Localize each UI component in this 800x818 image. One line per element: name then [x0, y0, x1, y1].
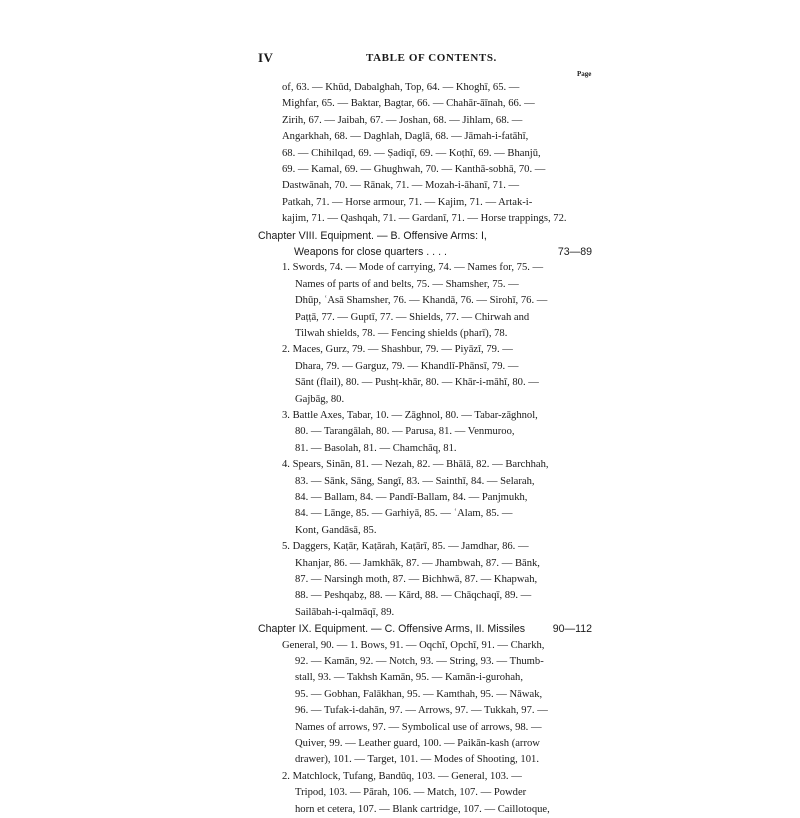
toc-line: Tripod, 103. — Pārah, 106. — Match, 107. — Powder [295, 787, 527, 799]
toc-line: Angarkhah, 68. — Daghlah, Daglā, 68. — Jāmah-i-fatāhī, [282, 131, 529, 143]
toc-line: 96. — Tufak-i-dahān, 97. — Arrows, 97. — Tukkah, 97. — [295, 705, 548, 717]
toc-line: 84. — Lānge, 85. — Garhiyā, 85. — ʿAlam, 85. — [295, 508, 513, 520]
toc-line: 1. Swords, 74. — Mode of carrying, 74. — Names for, 75. — [282, 262, 544, 274]
toc-line: stall, 93. — Takhsh Kamān, 95. — Kamān-i-gurohah, [295, 672, 523, 684]
toc-line: 84. — Ballam, 84. — Pandī-Ballam, 84. — Panjmukh, [295, 492, 528, 503]
toc-line: 81. — Basolah, 81. — Chamchāq, 81. [295, 442, 457, 454]
toc-line: horn et cetera, 107. — Blank cartridge, 107. — Caillotoque, [295, 803, 550, 815]
toc-line: 83. — Sānk, Sāng, Sangī, 83. — Sainthī, 84. — Selarah, [295, 475, 535, 487]
toc-line: Quiver, 99. — Leather guard, 100. — Paikān-kash (arrow [295, 738, 540, 749]
toc-line: 2. Maces, Gurz, 79. — Shashbur, 79. — Piyāzī, 79. — [282, 344, 513, 356]
toc-line: Dhūp, ʿAsā Shamsher, 76. — Khandā, 76. — Sirohī, 76. — [295, 295, 548, 307]
toc-line: Tilwah shields, 78. — Fencing shields (pharī), 78. [295, 328, 508, 339]
page-column-label: Page [577, 70, 592, 78]
page-range: 73—89 [557, 246, 592, 258]
page-header [258, 50, 598, 70]
chapter-heading: Chapter IX. Equipment. — C. Offensive Arms, II. Missiles [258, 623, 526, 636]
toc-line: 92. — Kamān, 92. — Notch, 93. — String, 93. — Thumb- [295, 656, 544, 667]
toc-line: Names of parts of and belts, 75. — Shamsher, 75. — [295, 278, 519, 290]
toc-line: 5. Daggers, Kaṭār, Kaṭārah, Kaṭārī, 85. — Jamdhar, 86. — [282, 541, 529, 553]
toc-line: General, 90. — 1. Bows, 91. — Oqchī, Opchī, 91. — Charkh, [282, 639, 545, 651]
toc-line: Names of arrows, 97. — Symbolical use of arrows, 98. — [295, 721, 542, 733]
toc-line: Mighfar, 65. — Baktar, Bagtar, 66. — Chahār-āīnah, 66. — [282, 98, 535, 110]
chapter-heading: Chapter VIII. Equipment. — B. Offensive Arms: I, [258, 229, 487, 242]
toc-line: Khanjar, 86. — Jamkhāk, 87. — Jhambwah, 87. — Bānk, [295, 557, 540, 569]
toc-line: of, 63. — Khūd, Dabalghah, Top, 64. — Khoghī, 65. — [282, 82, 520, 93]
toc-line: Sailābah-i-qalmāqī, 89. [295, 606, 395, 618]
page-range: 90—112 [552, 623, 592, 636]
toc-line: Paṭṭā, 77. — Guptī, 77. — Shields, 77. — Chirwah and [295, 311, 530, 323]
toc-line: 3. Battle Axes, Tabar, 10. — Zāghnol, 80. — Tabar-zāghnol, [282, 410, 538, 421]
toc-line: Dastwānah, 70. — Rānak, 71. — Mozah-i-āhanī, 71. — [282, 180, 520, 192]
toc-line: Kont, Gandāsā, 85. [295, 524, 377, 536]
toc-line: 4. Spears, Sinān, 81. — Nezah, 82. — Bhālā, 82. — Barchhah, [282, 459, 549, 471]
toc-line: 2. Matchlock, Tufang, Bandūq, 103. — General, 103. — [282, 770, 522, 782]
toc-line: drawer), 101. — Target, 101. — Modes of Shooting, 101. [295, 754, 539, 766]
page-number: IV [258, 50, 274, 65]
toc-line: Sānt (flail), 80. — Pushṭ-khār, 80. — Khār-i-māhī, 80. — [295, 377, 539, 389]
toc-line: 88. — Peshqabẓ, 88. — Kārd, 88. — Chāqchaqī, 89. — [295, 590, 532, 602]
toc-line: Dhara, 79. — Garguz, 79. — Khandlī-Phānsī, 79. — [295, 360, 519, 372]
toc-line: kajim, 71. — Qashqah, 71. — Gardanī, 71. — Horse trappings, 72. [282, 213, 567, 225]
page-title: TABLE OF CONTENTS. [366, 52, 497, 64]
toc-line: 87. — Narsingh moth, 87. — Bichhwā, 87. — Khapwah, [295, 574, 538, 585]
toc-line: 95. — Gobhan, Falākhan, 95. — Kamthah, 95. — Nāwak, [295, 688, 543, 700]
toc-line: Zirih, 67. — Jaibah, 67. — Joshan, 68. — Jihlam, 68. — [282, 114, 523, 126]
chapter-heading: Weapons for close quarters . . . . [294, 246, 447, 258]
toc-line: 80. — Tarangālah, 80. — Parusa, 81. — Venmuroo, [295, 426, 515, 438]
toc-line: Patkah, 71. — Horse armour, 71. — Kajim, 71. — Artak-i- [282, 196, 533, 208]
toc-line: Gajbāg, 80. [295, 393, 345, 405]
toc-line: 68. — Chihilqad, 69. — Ṣadiqī, 69. — Koṭhī, 69. — Bhanjū, [282, 147, 541, 159]
toc-line: 69. — Kamal, 69. — Ghughwah, 70. — Kanthā-sobhā, 70. — [282, 164, 546, 175]
